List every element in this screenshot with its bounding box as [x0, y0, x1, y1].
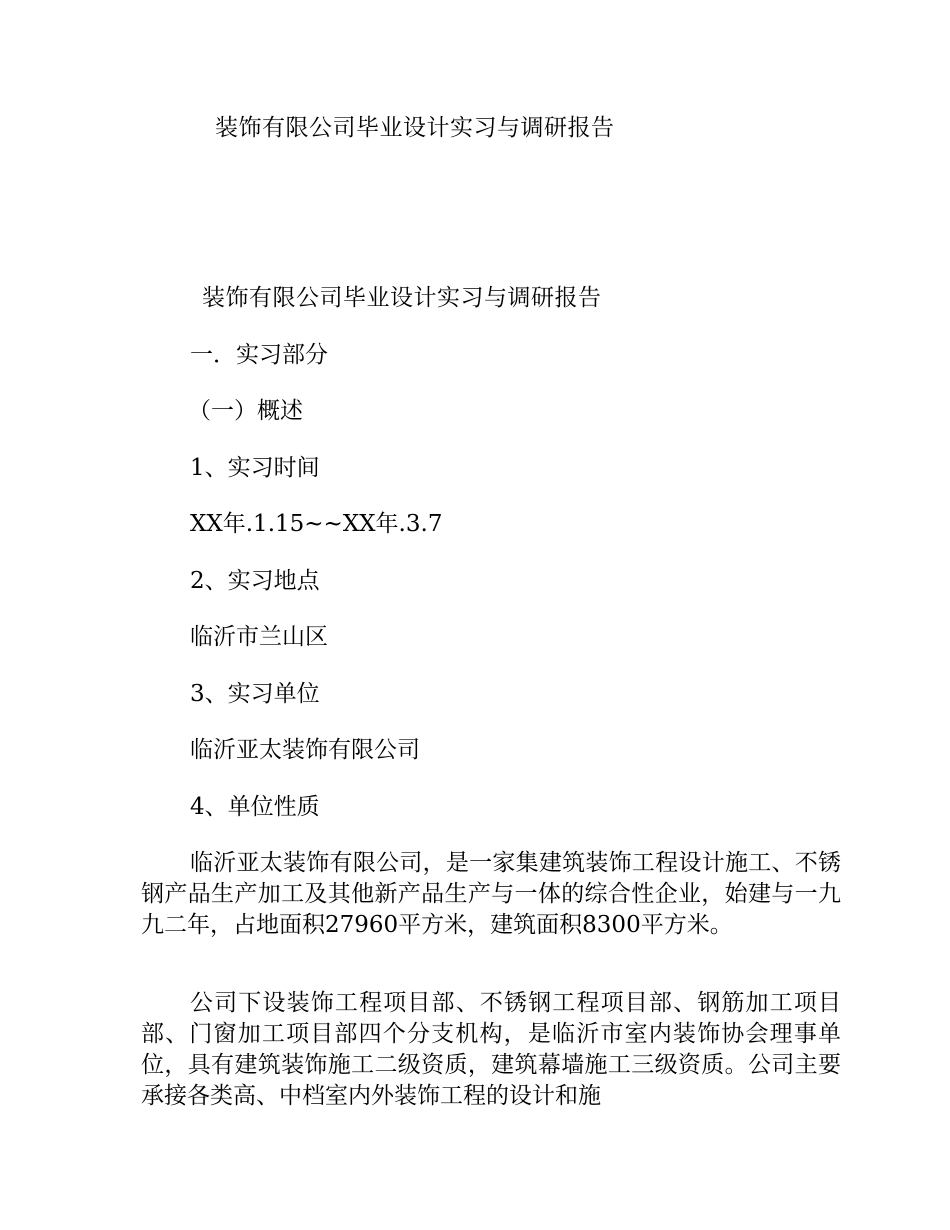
subsection-heading-overview: （一）概述: [188, 398, 303, 424]
section-heading-practice: 一．实习部分: [190, 342, 328, 368]
body-paragraph-company-intro: 临沂亚太装饰有限公司，是一家集建筑装饰工程设计施工、不锈钢产品生产加工及其他新产品生产与一体的综合性企业，始建与一九九二年，占地面积27960平方米，建筑面积8300平方米。: [141, 850, 841, 938]
body-paragraph-company-structure: 公司下设装饰工程项目部、不锈钢工程项目部、钢筋加工项目部、门窗加工项目部四个分支机构，是临沂市室内装饰协会理事单位，具有建筑装饰施工二级资质，建筑幕墙施工三级资质。公司主要承接各类高、中档室内外装饰工程的设计和施: [141, 990, 841, 1109]
document-title: 装饰有限公司毕业设计实习与调研报告: [215, 115, 615, 141]
item-value-unit: 临沂亚太装饰有限公司: [190, 737, 420, 763]
item-value-time: XX年.1.15~~XX年.3.7: [190, 511, 443, 537]
item-label-location: 2、实习地点: [190, 568, 320, 594]
item-label-time: 1、实习时间: [190, 455, 320, 481]
report-title: 装饰有限公司毕业设计实习与调研报告: [202, 285, 602, 311]
item-label-nature: 4、单位性质: [190, 794, 320, 820]
item-value-location: 临沂市兰山区: [190, 624, 328, 650]
item-label-unit: 3、实习单位: [190, 681, 320, 707]
